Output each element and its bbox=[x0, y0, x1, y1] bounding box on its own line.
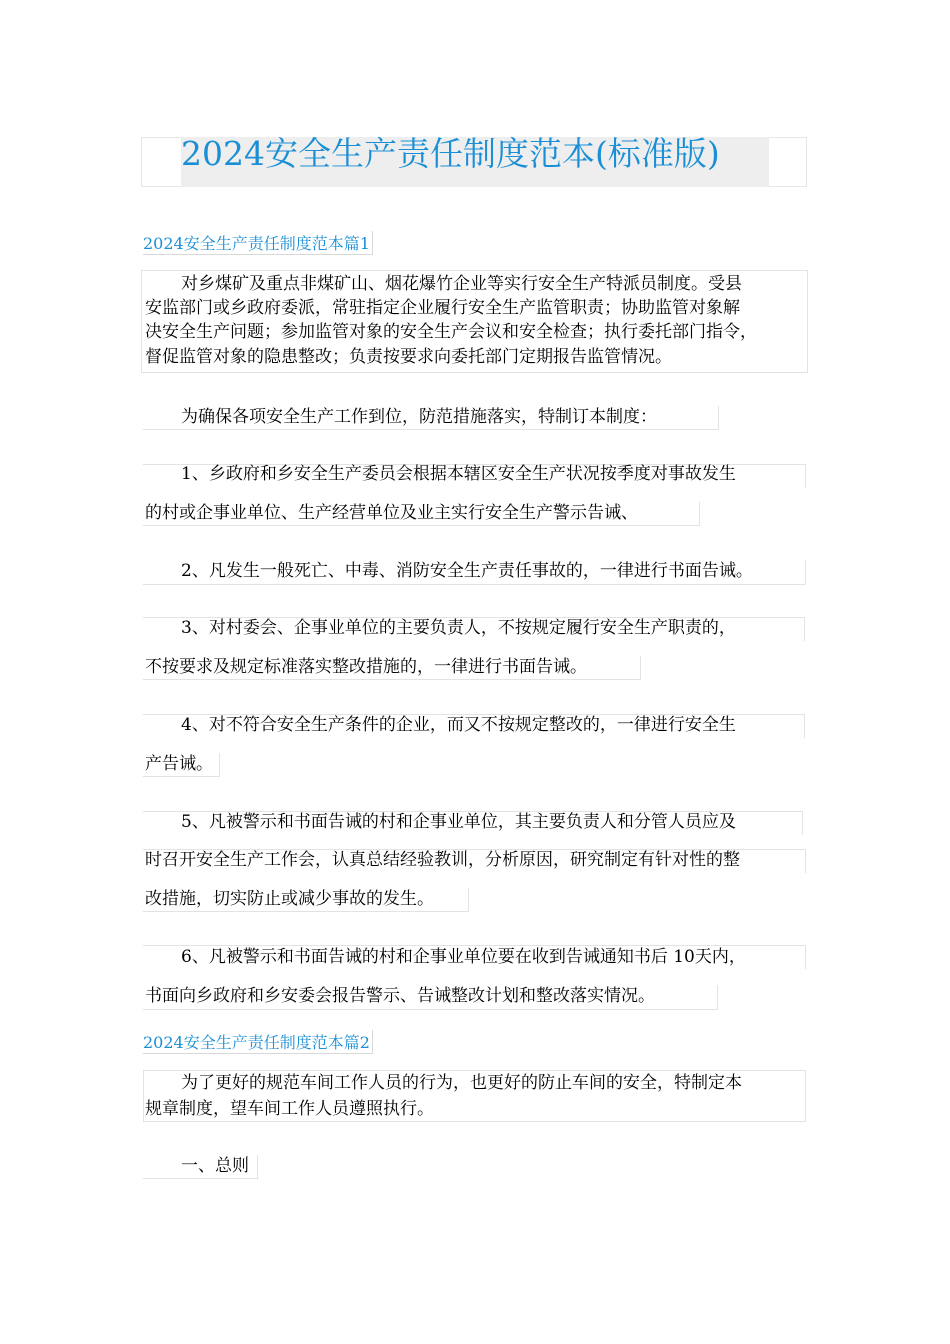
item4-line-1: 4、对不符合安全生产条件的企业，而又不按规定整改的，一律进行安全生 bbox=[181, 715, 736, 735]
item4-line-2: 产告诫。 bbox=[145, 754, 213, 774]
item3-line-2: 不按要求及规定标准落实整改措施的，一律进行书面告诫。 bbox=[145, 657, 587, 677]
item1-line-1: 1、乡政府和乡安全生产委员会根据本辖区安全生产状况按季度对事故发生 bbox=[181, 464, 736, 484]
document-title: 2024安全生产责任制度范本(标准版) bbox=[181, 134, 720, 173]
section2-intro-line-2: 规章制度，望车间工作人员遵照执行。 bbox=[145, 1099, 434, 1119]
item2-line-1: 2、凡发生一般死亡、中毒、消防安全生产责任事故的，一律进行书面告诫。 bbox=[181, 561, 753, 581]
intro-line-4: 督促监管对象的隐患整改；负责按要求向委托部门定期报告监管情况。 bbox=[145, 347, 672, 367]
sub-heading-general: 一、总则 bbox=[181, 1156, 249, 1176]
item5-line-3: 改措施，切实防止或减少事故的发生。 bbox=[145, 889, 434, 909]
intro-line-3: 决安全生产问题；参加监管对象的安全生产会议和安全检查；执行委托部门指令， bbox=[145, 322, 757, 342]
purpose-text: 为确保各项安全生产工作到位，防范措施落实，特制订本制度： bbox=[181, 407, 657, 427]
section1-heading: 2024安全生产责任制度范本篇1 bbox=[143, 231, 373, 255]
item5-line-2: 时召开安全生产工作会，认真总结经验教训，分析原因，研究制定有针对性的整 bbox=[145, 850, 740, 870]
intro-line-1: 对乡煤矿及重点非煤矿山、烟花爆竹企业等实行安全生产特派员制度。受县 bbox=[181, 274, 742, 294]
item1-line-2: 的村或企事业单位、生产经营单位及业主实行安全生产警示告诫、 bbox=[145, 503, 638, 523]
item6-line-2: 书面向乡政府和乡安委会报告警示、告诫整改计划和整改落实情况。 bbox=[145, 986, 655, 1006]
item3-line-1: 3、对村委会、企事业单位的主要负责人，不按规定履行安全生产职责的， bbox=[181, 618, 736, 638]
item5-line-1: 5、凡被警示和书面告诫的村和企事业单位，其主要负责人和分管人员应及 bbox=[181, 812, 736, 832]
intro-line-2: 安监部门或乡政府委派，常驻指定企业履行安全生产监管职责；协助监管对象解 bbox=[145, 298, 740, 318]
item6-line-1: 6、凡被警示和书面告诫的村和企事业单位要在收到告诫通知书后 10天内， bbox=[181, 947, 746, 967]
section2-heading: 2024安全生产责任制度范本篇2 bbox=[143, 1030, 373, 1054]
section2-intro-line-1: 为了更好的规范车间工作人员的行为，也更好的防止车间的安全，特制定本 bbox=[181, 1073, 742, 1093]
